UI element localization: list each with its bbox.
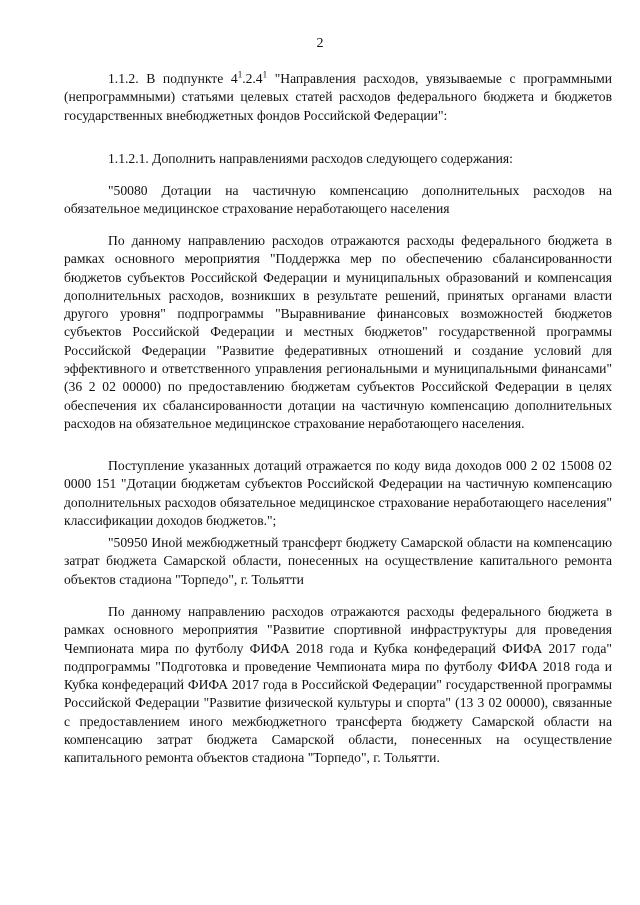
item-50080-title: "50080 Дотации на частичную компенсацию дополнительных расходов на обязательное медицинское страхование неработающего населения: [64, 183, 612, 217]
item-50950-title: "50950 Иной межбюджетный трансферт бюджету Самарской области на компенсацию затрат бюджета Самарской области, понесенных на осуществление капитального ремонта объектов стадиона "Торпедо", г. Тольятти: [64, 535, 612, 587]
item-50080-description: По данному направлению расходов отражаются расходы федерального бюджета в рамках основного мероприятия "Поддержка мер по обеспечению сбалансированности бюджетов субъектов Российской Федерации и муниципальных образований и компенсация дополнительных расходов, возникших в результате решений, принятых органами власти другого уровня" подпрограммы "Выравнивание финансовых возможностей бюджетов субъектов Российской Федерации и местных бюджетов" государственной программы Российской Федерации "Развитие федеративных отношений и создание условий для эффективного и ответственного управления региональными и муниципальными финансами" (36 2 02 00000) по предоставлению бюджетам субъектов Российской Федерации в целях обеспечения их сбалансированности дотации на частичную компенсацию дополнительных расходов на обязательное медицинское страхование неработающего населения.: [64, 233, 612, 431]
intro-rest: "Направления расходов, увязываемые с программными (непрограммными) статьями целевых статей расходов федерального бюджета и бюджетов государственных внебюджетных фондов Российской Федерации":: [64, 71, 612, 123]
intro-lead: 1.1.2. В подпункте 4: [108, 71, 238, 86]
item-50080-revenue-note: Поступление указанных дотаций отражается по коду вида доходов 000 2 02 15008 02 0000 151 "Дотации бюджетам субъектов Российской Федерации на частичную компенсацию дополнительных расходов обязательное медицинское страхование неработающего населения" классификации доходов бюджетов.";: [64, 458, 612, 528]
intro-mid: .2.4: [242, 71, 263, 86]
sub-item-heading: 1.1.2.1. Дополнить направлениями расходов следующего содержания:: [108, 151, 513, 166]
intro-sup-2: 1: [262, 69, 268, 80]
intro-paragraph: [64, 70, 612, 125]
intro-sup-1: 1: [237, 69, 243, 80]
page-number: 2: [316, 36, 324, 51]
item-50950-description: По данному направлению расходов отражаются расходы федерального бюджета в рамках основного мероприятия "Развитие спортивной инфраструктуры для проведения Чемпионата мира по футболу ФИФА 2018 года и Кубка конфедераций ФИФА 2017 года" подпрограммы "Подготовка и проведение Чемпионата мира по футболу ФИФА 2018 года и Кубка конфедераций ФИФА 2017 года в Российской Федерации" государственной программы Российской Федерации "Развитие физической культуры и спорта" (13 3 02 00000), связанные с предоставлением иного межбюджетного трансферта бюджету Самарской области на компенсацию затрат бюджета Самарской области, понесенных на осуществление капитального ремонта объектов стадиона "Торпедо", г. Тольятти.: [64, 604, 612, 766]
